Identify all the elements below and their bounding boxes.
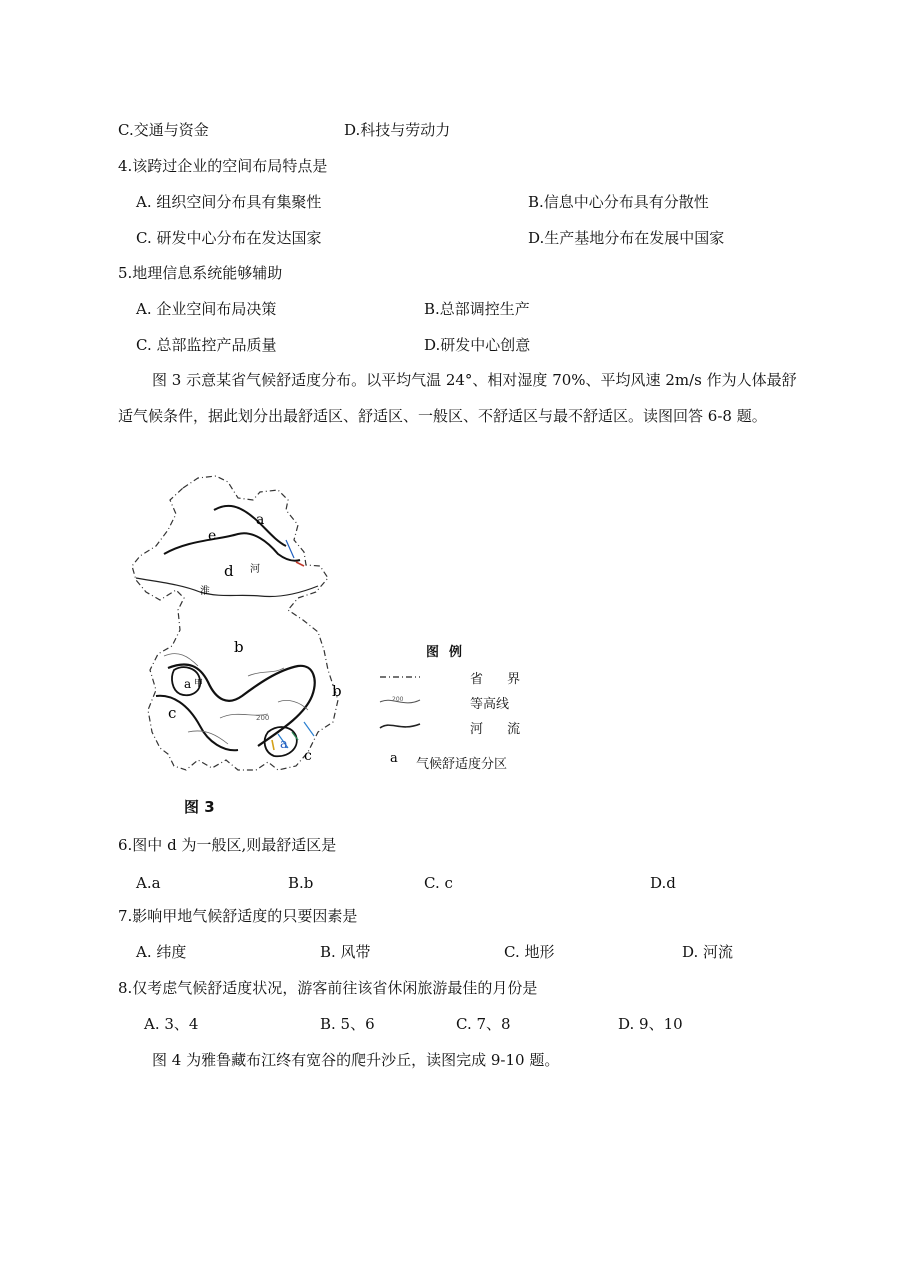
q6-option-b: B.b: [288, 874, 314, 892]
legend-contour-value: 200: [392, 696, 404, 703]
q7-option-c: C. 地形: [504, 943, 555, 961]
q3-option-c: C.交通与资金: [118, 121, 209, 139]
q7-option-b: B. 风带: [320, 943, 371, 961]
region-label-c-west: c: [168, 704, 177, 722]
region-label-c-south: c: [304, 748, 312, 764]
q6-option-d: D.d: [650, 874, 676, 892]
figure-3-map: [128, 470, 558, 820]
q4-option-d: D.生产基地分布在发展中国家: [528, 229, 725, 247]
river-huai: [136, 578, 318, 597]
climate-comfort-map: [128, 470, 558, 790]
legend-title: 图例: [426, 645, 473, 660]
region-label-a-north: a: [256, 512, 265, 528]
river-colored-yellow: [272, 740, 274, 750]
q8-option-a: A. 3、4: [144, 1015, 199, 1033]
zone-boundary-a: [214, 506, 286, 546]
q4-stem: 4.该跨过企业的空间布局特点是: [118, 157, 328, 175]
q4-option-a: A. 组织空间分布具有集聚性: [136, 193, 322, 211]
region-label-a-south: a: [280, 737, 288, 752]
region-label-e: e: [208, 528, 217, 544]
zone-boundary-e: [164, 533, 300, 561]
q7-option-d: D. 河流: [682, 943, 734, 961]
figure-3-caption: 图 3: [184, 798, 215, 816]
legend-zone-letter: a: [390, 751, 398, 766]
q6-option-a: A.a: [136, 874, 161, 892]
q5-option-b: B.总部调控生产: [424, 300, 530, 318]
river-label-he: 河: [250, 564, 260, 575]
q6-option-c: C. c: [424, 874, 453, 892]
q5-option-a: A. 企业空间布局决策: [136, 300, 277, 318]
legend-province-label: 省 界: [470, 672, 531, 687]
legend-contour-label: 等高线: [470, 697, 510, 712]
region-label-a-west: a: [184, 677, 192, 691]
q8-option-c: C. 7、8: [456, 1015, 511, 1033]
q8-option-d: D. 9、10: [618, 1015, 683, 1033]
q5-option-d: D.研发中心创意: [424, 336, 531, 354]
region-label-jia: 甲: [194, 679, 204, 689]
region-label-d: d: [224, 562, 234, 580]
intro-paragraph-9-10: 图 4 为雅鲁藏布江终有宽谷的爬升沙丘，读图完成 9-10 题。: [152, 1051, 560, 1069]
q4-option-b: B.信息中心分布具有分散性: [528, 193, 709, 211]
q6-stem: 6.图中 d 为一般区,则最舒适区是: [118, 836, 337, 854]
region-label-b-east: b: [332, 682, 342, 700]
legend-river-symbol: [380, 724, 420, 728]
q3-option-d: D.科技与劳动力: [344, 121, 451, 139]
q7-option-a: A. 纬度: [136, 943, 187, 961]
intro-paragraph-6-8: [118, 362, 798, 434]
intro-text-6-8: 图 3 示意某省气候舒适度分布。以平均气温 24°、相对湿度 70%、平均风速 2m/s 作为人体最舒适气候条件，据此划分出最舒适区、舒适区、一般区、不舒适区与最不舒适区。读图回答 6-8 题。: [118, 371, 797, 425]
q8-stem: 8.仅考虑气候舒适度状况，游客前往该省休闲旅游最佳的月份是: [118, 979, 538, 997]
q7-stem: 7.影响甲地气候舒适度的只要因素是: [118, 907, 358, 925]
region-label-b-center: b: [234, 638, 244, 656]
river-colored-east: [286, 540, 294, 558]
q5-stem: 5.地理信息系统能够辅助: [118, 264, 283, 282]
q5-option-c: C. 总部监控产品质量: [136, 336, 277, 354]
contour-value-label: 200: [256, 714, 270, 722]
q4-option-c: C. 研发中心分布在发达国家: [136, 229, 322, 247]
legend-zone-label: 气候舒适度分区: [416, 757, 508, 772]
legend-river-label: 河 流: [470, 722, 531, 737]
river-label-huai: 淮: [200, 586, 210, 597]
river-colored-red: [296, 562, 304, 566]
q8-option-b: B. 5、6: [320, 1015, 375, 1033]
